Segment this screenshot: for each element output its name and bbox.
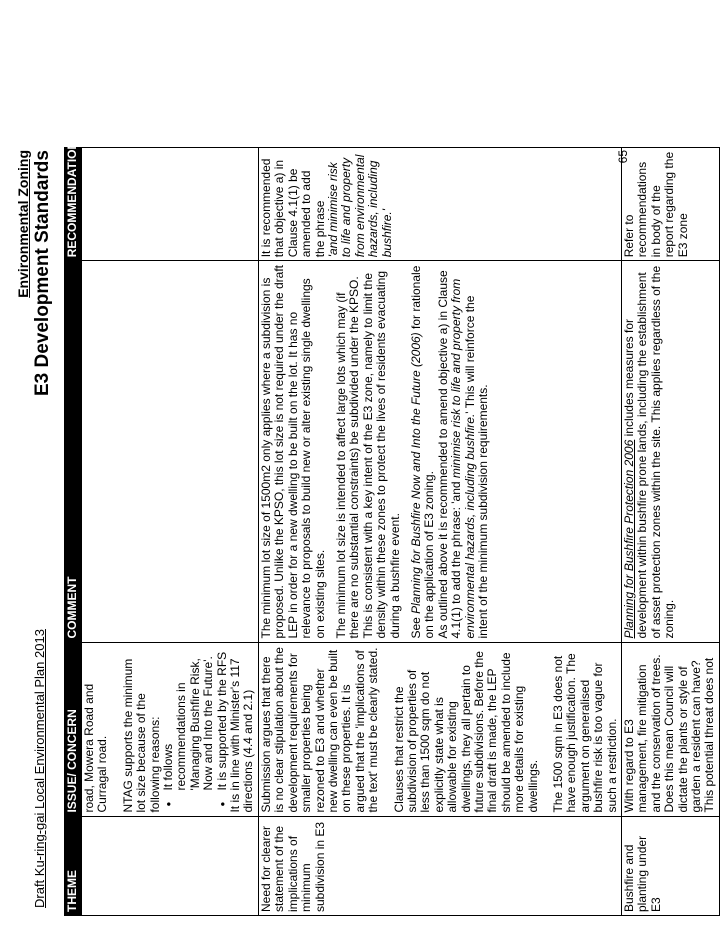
table-header-row [65, 148, 82, 916]
cell-issue [258, 642, 621, 816]
cell-comment [82, 261, 259, 642]
comment-paragraph [623, 264, 677, 638]
text-run: As outlined above it is recommended to amend objective a) in Clause 4.1(1) to add the phrase: 'and [435, 270, 464, 639]
section-heading [15, 150, 54, 396]
issue-paragraph: Submission argues that there is no clear stipulation about the development requirements for smaller properties being rezoned to E3 and whether new dwelling can even be built on these properties. It is argued that the 'implications of the text' must be clearly stated. [258, 647, 381, 813]
issue-paragraph: The 1500 sqm in E3 does not have enough justification. The argument on generalised bushfire risk is too vague for such a restriction. [551, 653, 619, 813]
cell-comment [258, 261, 621, 642]
cell-theme: Bushfire and planting under E3 [622, 816, 720, 915]
column-header-issue: ISSUE/ CONCERN [65, 642, 82, 816]
reasons-list [162, 646, 229, 813]
column-header-comment: COMMENT [65, 261, 82, 642]
issue-paragraph: NTAG supports the minimum lot size because of the following reasons: [120, 658, 162, 813]
quoted-phrase: 'and minimise risk to life and property from environmental hazards, including bushfire.' [325, 154, 394, 258]
cell-recommendation [258, 148, 621, 261]
cell-theme: Need for clearer statement of the implications of minimum subdivision in E3 [258, 816, 621, 915]
section-title: Environmental Zoning [15, 150, 31, 298]
table-row [622, 148, 720, 916]
cell-comment [622, 261, 720, 642]
cell-issue: With regard to E3 management, fire mitigation and the conservation of trees. Does this mean Council will dictate the plants or style of garden a resident can have? This potential threat does not [622, 642, 720, 816]
list-item: ● It is supported by the RFS [216, 646, 229, 791]
page-number: 65 [616, 150, 630, 164]
column-header-recommendation: RECOMMENDATION [65, 148, 82, 261]
subsection-title: E3 Development Standards [32, 150, 53, 397]
text-run: for rationale on the application of E3 zoning. [408, 265, 437, 639]
text-run: See [408, 613, 423, 639]
table-row [82, 148, 259, 916]
publication-title: Planning for Bushfire Now and Into the Future (2006) [408, 332, 423, 614]
cell-theme [82, 816, 259, 915]
cell-issue [82, 642, 259, 816]
list-item: ● It follows recommendations in 'Managing Bushfire Risk, Now and Into the Future'. [162, 646, 216, 791]
comment-paragraph [410, 264, 437, 638]
document-title: Draft Ku-ring-gai Local Environmental Plan 2013 [32, 629, 47, 908]
publication-title: Planning for Bushfire Protection 2006 [622, 439, 637, 639]
comment-paragraph: The minimum lot size is intended to affect large lots which may (if there are no substantial constraints) be subdivided under the KPSO. This is consistent with a key intent of the E3 zone, namely to limit the density within these zones to protect the lives of residents evacuating during a bushfire event. [333, 270, 402, 639]
cell-recommendation [82, 148, 259, 261]
submissions-table [64, 140, 720, 916]
comment-paragraph: The minimum lot size of 1500m2 only applies where a subdivision is proposed. Unlike the KPSO, this lot size is not required under the draft LEP in order for a new dwelling to be built on the lot. It has no relevance to proposals to build new or alter existing single dwellings on existing sites. [258, 264, 327, 639]
recommendation-text: It is recommended that objective a) in Clause 4.1(1) be amended to add the phrase [258, 158, 327, 258]
column-header-theme: THEME [65, 816, 82, 915]
issue-paragraph: road, Mowera Road and Curragal road. [82, 683, 110, 813]
quoted-phrase: minimise risk to life and property from environmental hazards, including bushfire. [449, 278, 477, 639]
table-row [258, 148, 621, 916]
comment-paragraph [437, 264, 491, 638]
issue-paragraph: Clauses that restrict the subdivision of properties of less than 1500 sqm do not explicitly state what is allowable for existing dwellings, they all pertain to future subdivisions. Before the final draft is made, the LEP should be amended to include more details for existing dwellings. [391, 651, 540, 813]
text-run: ' This will reinforce the intent of the minimum subdivision requirements. [462, 295, 490, 639]
issue-paragraph: It is in line with Minister's 117 directions (4.4 and 2.1) [228, 658, 256, 813]
text-run: includes measures for development within bushfire prone lands, including the establishment of asset protection zones within the site. This applies regardless of the zoning. [622, 265, 677, 639]
recommendation-phrase [327, 151, 394, 257]
cell-recommendation: Refer to recommendations in body of the report regarding the E3 zone [622, 148, 720, 261]
